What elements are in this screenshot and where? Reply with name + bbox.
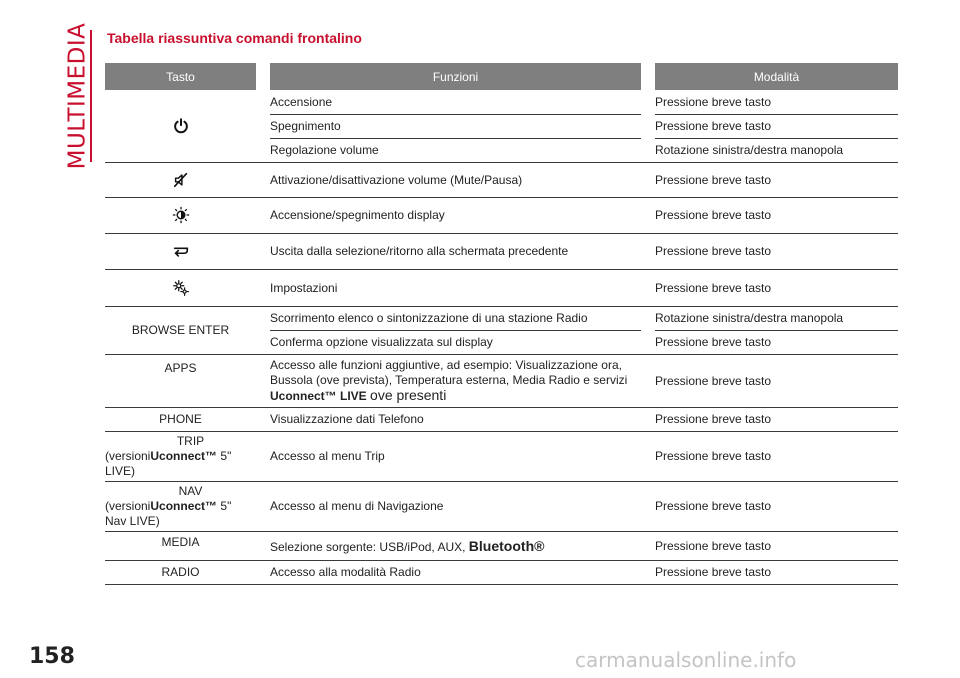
key-cell: BROWSE ENTER	[105, 306, 256, 354]
key-note: Nav LIVE)	[105, 513, 160, 528]
key-cell	[105, 90, 256, 162]
function-cell: Spegnimento	[270, 114, 641, 138]
function-cell: Uscita dalla selezione/ritorno alla schermata precedente	[270, 233, 641, 269]
key-cell	[105, 481, 256, 531]
page-number: 158	[29, 644, 75, 669]
power-icon	[172, 117, 190, 135]
function-cell: Accesso al menu Trip	[270, 431, 641, 481]
mode-cell: Pressione breve tasto	[655, 481, 898, 531]
key-cell	[105, 269, 256, 306]
key-note: (versioniUconnect™ 5"	[105, 448, 232, 463]
key-note: (versioniUconnect™ 5"	[105, 498, 232, 513]
brand-name: Uconnect™ LIVE	[270, 388, 367, 403]
mode-cell: Pressione breve tasto	[655, 330, 898, 354]
mode-cell: Pressione breve tasto	[655, 354, 898, 407]
watermark: carmanualsonline.info	[575, 648, 797, 672]
table-row	[105, 233, 898, 269]
table-row	[105, 197, 898, 233]
table-header-row	[105, 63, 898, 90]
table-row	[105, 269, 898, 306]
key-label: NAV	[178, 483, 203, 498]
table-row	[105, 481, 898, 531]
key-cell: PHONE	[105, 407, 256, 431]
table-row	[105, 407, 898, 431]
table-row	[105, 354, 898, 407]
mode-cell: Pressione breve tasto	[655, 269, 898, 306]
function-cell: Accesso alla modalità Radio	[270, 560, 641, 584]
function-note: ove presenti	[370, 386, 447, 403]
mode-cell: Pressione breve tasto	[655, 90, 898, 114]
function-cell	[270, 354, 641, 407]
function-cell: Accensione	[270, 90, 641, 114]
table-row	[105, 431, 898, 481]
function-cell: Selezione sorgente: USB/iPod, AUX, Bluetooth®	[270, 531, 641, 560]
key-cell: MEDIA	[105, 531, 256, 560]
table-row	[105, 531, 898, 560]
function-cell: Conferma opzione visualizzata sul display	[270, 330, 641, 354]
section-divider	[90, 30, 92, 162]
mode-cell: Pressione breve tasto	[655, 114, 898, 138]
table-row	[105, 560, 898, 584]
header-funzioni: Funzioni	[270, 63, 641, 90]
mode-cell: Pressione breve tasto	[655, 233, 898, 269]
key-cell	[105, 162, 256, 197]
page-title: Tabella riassuntiva comandi frontalino	[107, 30, 362, 46]
key-note: LIVE)	[105, 463, 136, 478]
key-label: TRIP	[176, 433, 205, 448]
function-cell: Impostazioni	[270, 269, 641, 306]
brand-name: Uconnect™	[150, 448, 218, 463]
function-line: Accesso alle funzioni aggiuntive, ad esempio: Visualizzazione ora,	[270, 357, 622, 372]
function-cell: Scorrimento elenco o sintonizzazione di una stazione Radio	[270, 306, 641, 330]
key-cell: APPS	[105, 354, 256, 407]
mode-cell: Rotazione sinistra/destra manopola	[655, 306, 898, 330]
mute-icon	[172, 171, 190, 189]
settings-icon	[172, 279, 190, 297]
mode-cell: Pressione breve tasto	[655, 431, 898, 481]
header-tasto: Tasto	[105, 63, 256, 90]
display-icon	[172, 206, 190, 224]
mode-cell: Pressione breve tasto	[655, 197, 898, 233]
mode-cell: Rotazione sinistra/destra manopola	[655, 138, 898, 162]
key-cell	[105, 197, 256, 233]
mode-cell: Pressione breve tasto	[655, 560, 898, 584]
function-cell: Accesso al menu di Navigazione	[270, 481, 641, 531]
key-cell	[105, 233, 256, 269]
table-row	[105, 306, 898, 330]
table-row	[105, 90, 898, 114]
section-tab	[62, 22, 92, 170]
key-cell	[105, 431, 256, 481]
section-tab-label: MULTIMEDIA	[64, 22, 91, 170]
back-icon	[172, 242, 190, 260]
mode-cell: Pressione breve tasto	[655, 162, 898, 197]
function-line	[270, 388, 637, 404]
function-cell: Accensione/spegnimento display	[270, 197, 641, 233]
function-cell: Regolazione volume	[270, 138, 641, 162]
function-line: Bussola (ove prevista), Temperatura esterna, Media Radio e servizi	[270, 372, 628, 387]
header-modalita: Modalità	[655, 63, 898, 90]
brand-name: Uconnect™	[150, 498, 218, 513]
function-cell: Visualizzazione dati Telefono	[270, 407, 641, 431]
mode-cell: Pressione breve tasto	[655, 531, 898, 560]
mode-cell: Pressione breve tasto	[655, 407, 898, 431]
brand-name: Bluetooth®	[468, 537, 545, 554]
key-cell: RADIO	[105, 560, 256, 584]
commands-table	[105, 63, 898, 585]
function-cell: Attivazione/disattivazione volume (Mute/Pausa)	[270, 162, 641, 197]
table-row	[105, 162, 898, 197]
